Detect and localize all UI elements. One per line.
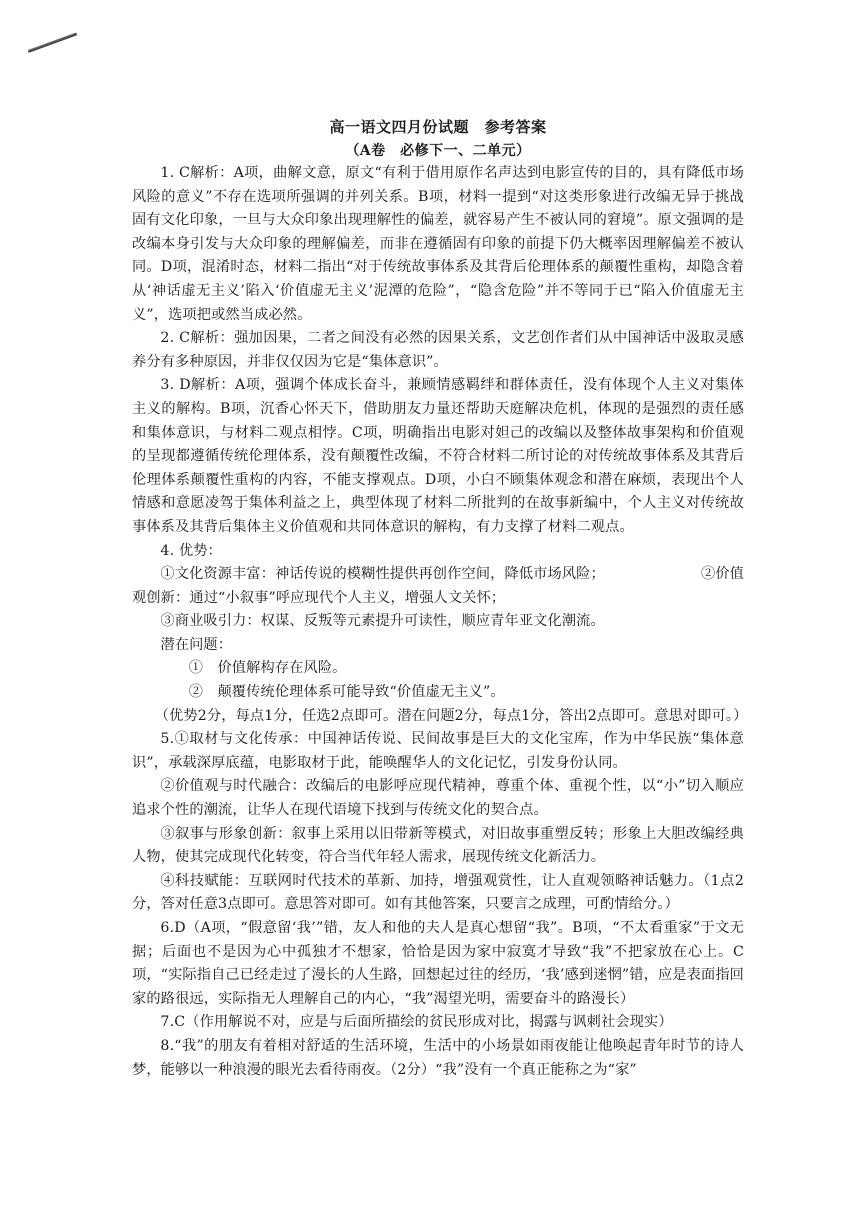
answer-4-advantage-2-head: ②价值 [700,566,744,583]
answer-8: 8.“我”的朋友有着相对舒适的生活环境，生活中的小场景如雨夜能让他唤起青年时节的诗人梦，能够以一种浪漫的眼光去看待雨夜。（2分）“我”没有一个真正能称之为“家” [132,1037,744,1078]
answer-4-problem-1: ① 价值解构存在风险。 [188,660,347,677]
answer-4-heading: 4. 优势： [160,542,222,559]
answer-4-advantage-row [132,563,744,587]
pen-mark [27,32,77,53]
answer-4-advantage-1: ①文化资源丰富：神话传说的模糊性提供再创作空间，降低市场风险； [160,566,605,583]
answer-4-problems-heading: 潜在问题： [160,636,233,653]
page-subtitle: （A卷 必修下一、二单元） [345,143,531,159]
page-title: 高一语文四月份试题 参考答案 [329,118,547,136]
answer-2: 2. C解析：强加因果，二者之间没有必然的因果关系，文艺创作者们从中国神话中汲取灵感养分有多种原因，并非仅仅因为它是“集体意识”。 [132,330,744,370]
answer-5-point-3: ③叙事与形象创新：叙事上采用以旧带新等模式，对旧故事重塑反转；形象上大胆改编经典人物，使其完成现代化转变，符合当代年轻人需求，展现传统文化新活力。 [132,825,744,866]
answer-4-scoring: （优势2分，每点1分，任选2点即可。潜在问题2分，每点1分，答出2点即可。意思对即可。） [154,707,748,724]
answer-5-point-1: 5.①取材与文化传承：中国神话传说、民间故事是巨大的文化宝库，作为中华民族“集体意识”，承载深厚底蕴，电影取材于此，能唤醒华人的文化记忆，引发身份认同。 [132,731,744,771]
answer-4-advantage-2-tail: 观创新：通过“小叙事”呼应现代个人主义，增强人文关怀； [132,589,506,606]
answer-5-point-2: ②价值观与时代融合：改编后的电影呼应现代精神，尊重个体、重视个性，以“小”切入顺应追求个性的潮流，让华人在现代语境下找到与传统文化的契合点。 [132,778,744,819]
answer-3: 3. D解析：A项，强调个体成长奋斗，兼顾情感羁绊和群体责任，没有体现个人主义对集体主义的解构。B项，沉香心怀天下，借助朋友力量还帮助天庭解决危机，体现的是强烈的责任感和集体意识，与材料二观点相悖。C项，明确指出电影对妲己的改编以及整体故事架构和价值观的呈现都遵循传统伦理体系，没有颠覆性改编，不符合材料二所讨论的对传统故事体系及其背后伦理体系颠覆性重构的内容，不能支撑观点。D项，小白不顾集体观念和潜在麻烦，表现出个人情感和意愿凌驾于集体利益之上，典型体现了材料二所批判的在故事新编中，个人主义对传统故事体系及其背后集体主义价值观和共同体意识的解构，有力支撑了材料二观点。 [132,377,744,535]
answer-5-point-4: ④科技赋能：互联网时代技术的革新、加持，增强观赏性，让人直观领略神话魅力。（1点2分，答对任意3点即可。意思答对即可。如有其他答案，只要言之成理，可酌情给分。） [132,872,744,913]
answer-sheet [132,116,748,1082]
answer-7: 7.C（作用解说不对，应是与后面所描绘的贫民形成对比，揭露与讽刺社会现实） [160,1014,673,1031]
answer-1: 1. C解析：A项，曲解文意，原文“有利于借用原作名声达到电影宣传的目的，具有降低市场风险的意义”不存在选项所强调的并列关系。B项，材料一提到“对这类形象进行改编无异于挑战固有文化印象，一旦与大众印象出现理解性的偏差，就容易产生不被认同的窘境”。原文强调的是改编本身引发与大众印象的理解偏差，而非在遵循固有印象的前提下仍大概率因理解偏差不被认同。D项，混淆时态，材料二指出“对于传统故事体系及其背后伦理体系的颠覆性重构，却隐含着从‘神话虚无主义’陷入‘价值虚无主义’泥潭的危险”，“隐含危险”并不等同于已“陷入价值虚无主义”，选项把或然当成必然。 [132,165,744,323]
answer-4-problem-2: ② 颠覆传统伦理体系可能导致“价值虚无主义”。 [188,684,505,701]
answer-4-advantage-3: ③商业吸引力：权谋、反叛等元素提升可读性，顺应青年亚文化潮流。 [160,613,605,630]
answer-6: 6.D（A项，“假意留‘我’”错，友人和他的夫人是真心想留“我”。B项，“不太看重家”于文无据；后面也不是因为心中孤独才不想家，恰恰是因为家中寂寞才导致“我”不把家放在心上。C项，“实际指自己已经走过了漫长的人生路，回想起过往的经历，‘我’感到迷惘”错，应是表面指回家的路很远，实际指无人理解自己的内心，“我”渴望光明，需要奋斗的路漫长） [132,920,744,1007]
